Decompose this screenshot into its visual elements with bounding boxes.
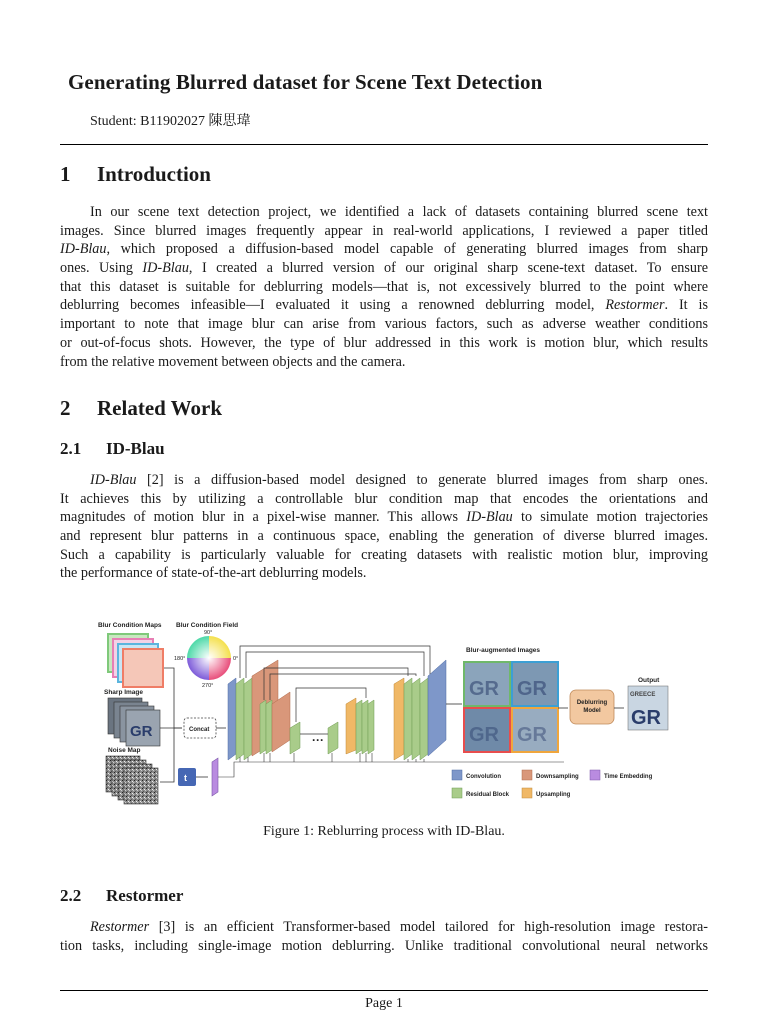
noise-thumb xyxy=(124,768,158,804)
restormer-line: tion tasks, including single-image motion deblurring. Unlike traditional convolutional neural networks xyxy=(60,937,708,954)
time-step-label: t xyxy=(184,773,187,783)
ellipsis: ··· xyxy=(312,733,324,747)
figure-caption: Figure 1: Reblurring process with ID-Blau. xyxy=(263,824,505,839)
section-title: Introduction xyxy=(97,162,211,186)
idblau-line: Such a capability is particularly valuable for creating datasets with realistic motion blur, improving xyxy=(60,546,708,563)
legend-swatch-upsampling xyxy=(522,788,532,798)
intro-line: ones. Using ID-Blau, I created a blurred version of our original sharp scene-text dataset. To ensure xyxy=(60,260,708,277)
idblau-line: It achieves this by utilizing a controllable blur condition map that encodes the orientations and xyxy=(60,490,708,507)
idblau-paragraph xyxy=(60,471,708,583)
angle-180: 180° xyxy=(174,656,186,662)
greece-text: GREECE xyxy=(630,692,656,698)
gr-text: GR xyxy=(631,707,661,729)
gr-text: GR xyxy=(517,724,547,746)
student-line: Student: B11902027 陳思瑋 xyxy=(90,114,251,129)
subsection-title: ID-Blau xyxy=(106,439,165,458)
legend-swatch-convolution xyxy=(452,770,462,780)
legend-swatch-downsampling xyxy=(522,770,532,780)
deblurring-model-label: Deblurring Model xyxy=(576,700,608,714)
connector xyxy=(160,728,174,782)
label-blur-augmented: Blur-augmented Images xyxy=(466,647,541,654)
legend-downsampling: Downsampling xyxy=(536,774,579,780)
subsection-idblau-heading xyxy=(60,439,165,459)
time-embedding-block xyxy=(212,758,218,796)
time-step-box xyxy=(178,768,196,786)
idblau-line: the performance of state-of-the-art deblurring models. xyxy=(60,565,367,582)
connector xyxy=(164,668,182,728)
restormer-line: Restormer [3] is an efficient Transformer-based model tailored for high-resolution image restora- xyxy=(90,919,708,935)
time-embedding-line xyxy=(218,762,564,777)
label-noise-map: Noise Map xyxy=(108,747,141,754)
intro-paragraph xyxy=(60,203,708,371)
legend-convolution: Convolution xyxy=(466,774,501,780)
intro-line: from the relative movement between objects and the camera. xyxy=(60,353,406,370)
legend-upsampling: Upsampling xyxy=(536,792,571,798)
idblau-line: and represent blur patterns in a continuous space, enabling the generation of diverse blurred images. xyxy=(60,528,708,545)
concat-label: Concat xyxy=(189,727,210,733)
legend-swatch-residual-block xyxy=(452,788,462,798)
intro-line: ID-Blau, which proposed a diffusion-based model capable of generating blurred images from sharp xyxy=(60,241,708,258)
unet-decoder xyxy=(328,660,446,760)
gr-text: GR xyxy=(469,678,499,700)
angle-270: 270° xyxy=(202,683,214,689)
label-blur-condition-field: Blur Condition Field xyxy=(176,622,239,629)
idblau-line: magnitudes of motion blur in a pixel-wise manner. This allows ID-Blau to simulate motion trajectories xyxy=(60,509,709,526)
gr-text: GR xyxy=(469,724,499,746)
label-output: Output xyxy=(638,677,660,684)
gr-text: GR xyxy=(130,723,153,740)
footer-rule xyxy=(60,990,708,991)
legend-residual-block: Residual Block xyxy=(466,792,510,798)
section-title: Related Work xyxy=(97,396,223,420)
intro-line: In our scene text detection project, we identified a lack of datasets containing blurred scene text xyxy=(90,204,708,220)
page-number: Page 1 xyxy=(365,996,403,1011)
label-sharp-image: Sharp Image xyxy=(104,689,144,696)
pipeline-diagram xyxy=(94,612,674,812)
intro-line: that this dataset is suitable for deblurring models—that is, not excessively blurred to the point where xyxy=(60,278,708,295)
paper-title: Generating Blurred dataset for Scene Text Detection xyxy=(68,70,543,94)
header-rule xyxy=(60,144,708,145)
label-blur-condition-maps: Blur Condition Maps xyxy=(98,622,162,629)
subsection-number: 2.1 xyxy=(60,439,82,458)
restormer-paragraph xyxy=(60,918,708,955)
intro-line: or out-of-focus shots. However, the type of blur addressed in this work is motion blur, which results xyxy=(60,334,708,351)
angle-0: 0° xyxy=(233,656,239,662)
section-introduction-heading xyxy=(60,162,211,187)
legend-time-embedding: Time Embedding xyxy=(604,774,653,780)
gr-text: GR xyxy=(517,678,547,700)
subsection-number: 2.2 xyxy=(60,886,82,905)
idblau-line: ID-Blau [2] is a diffusion-based model designed to generate blurred images from sharp ones. xyxy=(90,472,708,488)
section-number: 1 xyxy=(60,162,71,186)
intro-line: important to note that image blur can arise from various factors, such as adverse weather conditions xyxy=(60,316,708,333)
color-wheel xyxy=(187,636,231,680)
section-related-work-heading xyxy=(60,396,222,421)
section-number: 2 xyxy=(60,396,71,420)
angle-90: 90° xyxy=(204,630,213,636)
legend xyxy=(452,770,653,798)
figure-idblau-pipeline xyxy=(94,612,674,812)
condition-map xyxy=(123,649,163,687)
subsection-restormer-heading xyxy=(60,886,183,906)
intro-line: deblurring becomes infeasible—I evaluated it using a renowned deblurring model, Restormer. It is xyxy=(60,297,708,314)
legend-swatch-time-embedding xyxy=(590,770,600,780)
intro-line: images. Since blurred images frequently appear in real-world applications, I reviewed a paper titled xyxy=(60,222,708,239)
subsection-title: Restormer xyxy=(106,886,184,905)
